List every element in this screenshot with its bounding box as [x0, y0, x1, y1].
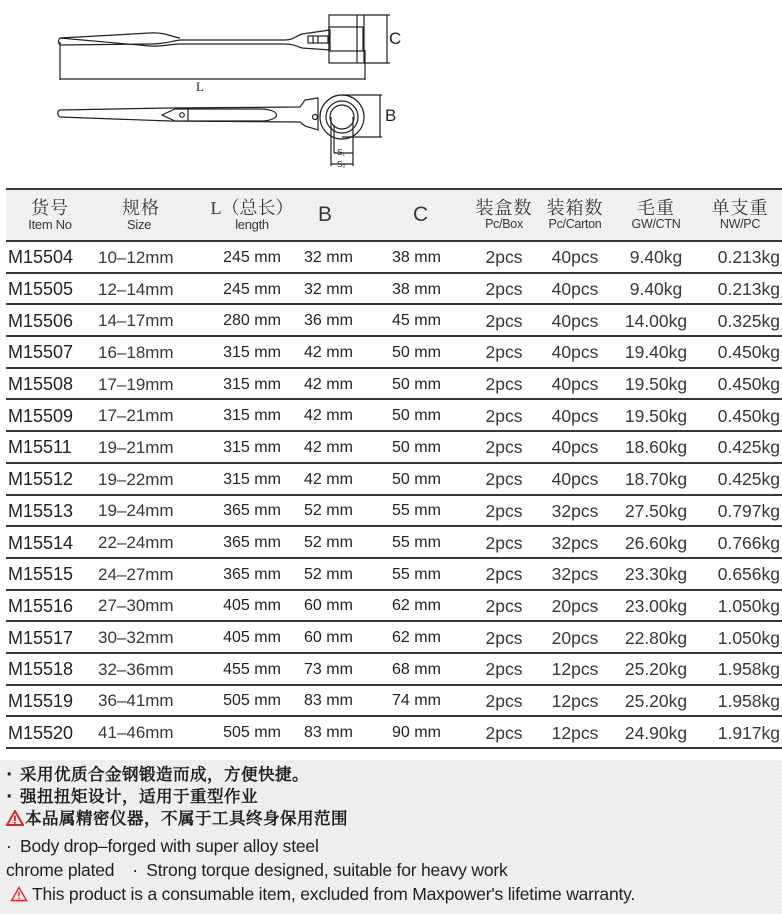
cell-nw-pc: 0.656kg	[698, 558, 782, 590]
header-b: B	[300, 189, 380, 241]
cell-pc-carton: 40pcs	[536, 368, 614, 400]
cell-item-no: M15509	[6, 399, 94, 431]
cell-b: 32 mm	[300, 241, 380, 273]
dimension-c-label: C	[389, 29, 402, 48]
product-notes	[0, 760, 782, 914]
cell-pc-box: 2pcs	[472, 273, 536, 305]
cell-pc-carton: 40pcs	[536, 241, 614, 273]
cell-nw-pc: 0.425kg	[698, 463, 782, 495]
spec-table-container	[6, 188, 782, 749]
cell-c: 68 mm	[380, 653, 472, 685]
cell-gw-ctn: 19.50kg	[614, 399, 698, 431]
cell-item-no: M15508	[6, 368, 94, 400]
cell-gw-ctn: 25.20kg	[614, 685, 698, 717]
cell-pc-carton: 40pcs	[536, 273, 614, 305]
cell-gw-ctn: 19.40kg	[614, 336, 698, 368]
cell-gw-ctn: 9.40kg	[614, 241, 698, 273]
cell-b: 42 mm	[300, 336, 380, 368]
cell-b: 32 mm	[300, 273, 380, 305]
cell-length: 405 mm	[204, 590, 300, 622]
cell-c: 45 mm	[380, 304, 472, 336]
cell-nw-pc: 1.050kg	[698, 621, 782, 653]
table-row	[6, 653, 782, 685]
table-row	[6, 241, 782, 273]
table-row	[6, 431, 782, 463]
cell-gw-ctn: 19.50kg	[614, 368, 698, 400]
cell-nw-pc: 0.425kg	[698, 431, 782, 463]
cell-length: 315 mm	[204, 463, 300, 495]
cell-pc-carton: 12pcs	[536, 653, 614, 685]
cell-size: 36–41mm	[94, 685, 204, 717]
table-row	[6, 558, 782, 590]
cell-c: 55 mm	[380, 526, 472, 558]
cell-c: 62 mm	[380, 590, 472, 622]
cell-c: 55 mm	[380, 558, 472, 590]
cell-c: 38 mm	[380, 241, 472, 273]
cell-length: 405 mm	[204, 621, 300, 653]
cell-nw-pc: 1.958kg	[698, 653, 782, 685]
cell-c: 74 mm	[380, 685, 472, 717]
cell-nw-pc: 0.766kg	[698, 526, 782, 558]
wrench-technical-drawing	[0, 0, 782, 180]
header-c: C	[380, 189, 472, 241]
table-row	[6, 495, 782, 527]
cell-gw-ctn: 23.00kg	[614, 590, 698, 622]
cell-item-no: M15505	[6, 273, 94, 305]
cell-size: 12–14mm	[94, 273, 204, 305]
cell-size: 30–32mm	[94, 621, 204, 653]
cell-gw-ctn: 18.60kg	[614, 431, 698, 463]
cell-gw-ctn: 25.20kg	[614, 653, 698, 685]
cell-pc-carton: 40pcs	[536, 399, 614, 431]
cell-item-no: M15504	[6, 241, 94, 273]
dimension-l-label: L	[196, 79, 204, 94]
cell-nw-pc: 0.450kg	[698, 336, 782, 368]
cell-c: 50 mm	[380, 431, 472, 463]
cell-nw-pc: 0.213kg	[698, 273, 782, 305]
cell-nw-pc: 1.917kg	[698, 716, 782, 748]
dimension-s2-label: S₂	[337, 160, 346, 169]
cell-nw-pc: 0.213kg	[698, 241, 782, 273]
cell-length: 505 mm	[204, 716, 300, 748]
cell-b: 60 mm	[300, 621, 380, 653]
cell-pc-carton: 32pcs	[536, 558, 614, 590]
cell-item-no: M15514	[6, 526, 94, 558]
cell-length: 315 mm	[204, 368, 300, 400]
cell-pc-box: 2pcs	[472, 431, 536, 463]
cell-pc-box: 2pcs	[472, 526, 536, 558]
header-nw-pc: 单支重 NW/PC	[698, 189, 782, 241]
cell-nw-pc: 0.450kg	[698, 399, 782, 431]
cell-pc-carton: 32pcs	[536, 495, 614, 527]
note-en-warning: This product is a consumable item, excluded from Maxpower's lifetime warranty.	[6, 882, 782, 906]
cell-pc-box: 2pcs	[472, 685, 536, 717]
table-row	[6, 304, 782, 336]
cell-length: 365 mm	[204, 526, 300, 558]
header-length: L（总长） length	[204, 189, 300, 241]
cell-b: 60 mm	[300, 590, 380, 622]
cell-item-no: M15516	[6, 590, 94, 622]
bullet-icon: ·	[6, 787, 13, 806]
bullet-icon: ·	[6, 765, 13, 784]
cell-gw-ctn: 24.90kg	[614, 716, 698, 748]
cell-gw-ctn: 27.50kg	[614, 495, 698, 527]
cell-size: 17–21mm	[94, 399, 204, 431]
cell-c: 38 mm	[380, 273, 472, 305]
cell-pc-box: 2pcs	[472, 336, 536, 368]
cell-gw-ctn: 26.60kg	[614, 526, 698, 558]
cell-gw-ctn: 23.30kg	[614, 558, 698, 590]
cell-nw-pc: 0.450kg	[698, 368, 782, 400]
bullet-icon: ·	[132, 860, 138, 880]
table-row	[6, 463, 782, 495]
cell-length: 455 mm	[204, 653, 300, 685]
cell-pc-box: 2pcs	[472, 304, 536, 336]
cell-size: 41–46mm	[94, 716, 204, 748]
cell-pc-box: 2pcs	[472, 399, 536, 431]
cell-pc-carton: 40pcs	[536, 463, 614, 495]
cell-pc-box: 2pcs	[472, 558, 536, 590]
cell-c: 50 mm	[380, 368, 472, 400]
table-row	[6, 273, 782, 305]
cell-length: 245 mm	[204, 241, 300, 273]
cell-b: 83 mm	[300, 685, 380, 717]
cell-c: 62 mm	[380, 621, 472, 653]
cell-pc-carton: 40pcs	[536, 336, 614, 368]
cell-pc-carton: 12pcs	[536, 716, 614, 748]
cell-c: 50 mm	[380, 463, 472, 495]
header-gw-ctn: 毛重 GW/CTN	[614, 189, 698, 241]
table-row	[6, 621, 782, 653]
cell-item-no: M15507	[6, 336, 94, 368]
table-header-row	[6, 189, 782, 241]
cell-pc-carton: 40pcs	[536, 431, 614, 463]
cell-length: 315 mm	[204, 431, 300, 463]
note-cn-forged: · 采用优质合金钢锻造而成，方便快捷。	[6, 765, 309, 784]
spec-table	[6, 188, 782, 749]
cell-pc-carton: 12pcs	[536, 685, 614, 717]
cell-nw-pc: 0.325kg	[698, 304, 782, 336]
cell-length: 315 mm	[204, 336, 300, 368]
cell-c: 90 mm	[380, 716, 472, 748]
cell-item-no: M15515	[6, 558, 94, 590]
cell-gw-ctn: 9.40kg	[614, 273, 698, 305]
cell-pc-box: 2pcs	[472, 621, 536, 653]
cell-pc-carton: 20pcs	[536, 621, 614, 653]
cell-item-no: M15518	[6, 653, 94, 685]
table-row	[6, 368, 782, 400]
dimension-b-label: B	[385, 106, 397, 125]
bullet-icon: ·	[6, 836, 12, 856]
header-pc-carton: 装箱数 Pc/Carton	[536, 189, 614, 241]
note-cn-warning: 本品属精密仪器，不属于工具终身保用范围	[6, 808, 782, 830]
header-size: 规格 Size	[94, 189, 204, 241]
cell-size: 19–22mm	[94, 463, 204, 495]
cell-item-no: M15520	[6, 716, 94, 748]
table-row	[6, 336, 782, 368]
cell-size: 32–36mm	[94, 653, 204, 685]
cell-gw-ctn: 14.00kg	[614, 304, 698, 336]
cell-nw-pc: 1.958kg	[698, 685, 782, 717]
cell-pc-box: 2pcs	[472, 590, 536, 622]
cell-item-no: M15513	[6, 495, 94, 527]
cell-pc-box: 2pcs	[472, 241, 536, 273]
header-pc-box: 装盒数 Pc/Box	[472, 189, 536, 241]
dimension-s1-label: S₁	[337, 148, 346, 157]
cell-size: 24–27mm	[94, 558, 204, 590]
cell-length: 315 mm	[204, 399, 300, 431]
cell-size: 19–24mm	[94, 495, 204, 527]
table-row	[6, 526, 782, 558]
table-row	[6, 399, 782, 431]
cell-nw-pc: 1.050kg	[698, 590, 782, 622]
cell-size: 19–21mm	[94, 431, 204, 463]
cell-b: 42 mm	[300, 463, 380, 495]
cell-b: 42 mm	[300, 368, 380, 400]
table-row	[6, 685, 782, 717]
cell-length: 280 mm	[204, 304, 300, 336]
cell-gw-ctn: 18.70kg	[614, 463, 698, 495]
cell-b: 83 mm	[300, 716, 380, 748]
cell-pc-box: 2pcs	[472, 463, 536, 495]
cell-b: 42 mm	[300, 399, 380, 431]
cell-pc-box: 2pcs	[472, 368, 536, 400]
cell-b: 52 mm	[300, 495, 380, 527]
cell-size: 14–17mm	[94, 304, 204, 336]
cell-size: 16–18mm	[94, 336, 204, 368]
cell-length: 365 mm	[204, 558, 300, 590]
cell-item-no: M15517	[6, 621, 94, 653]
cell-nw-pc: 0.797kg	[698, 495, 782, 527]
cell-pc-box: 2pcs	[472, 716, 536, 748]
cell-item-no: M15506	[6, 304, 94, 336]
cell-pc-carton: 32pcs	[536, 526, 614, 558]
note-en-chrome-torque: chrome plated · Strong torque designed, suitable for heavy work	[6, 860, 508, 880]
warning-icon	[6, 810, 24, 826]
cell-c: 50 mm	[380, 399, 472, 431]
cell-pc-box: 2pcs	[472, 495, 536, 527]
cell-pc-carton: 20pcs	[536, 590, 614, 622]
cell-b: 52 mm	[300, 558, 380, 590]
table-body	[6, 241, 782, 748]
note-en-forged: · Body drop–forged with super alloy steel	[6, 836, 319, 856]
wrench-diagram-icon	[0, 0, 782, 180]
cell-b: 42 mm	[300, 431, 380, 463]
cell-item-no: M15511	[6, 431, 94, 463]
cell-size: 17–19mm	[94, 368, 204, 400]
cell-b: 52 mm	[300, 526, 380, 558]
cell-size: 10–12mm	[94, 241, 204, 273]
note-cn-torque: · 强扭扭矩设计，适用于重型作业	[6, 787, 258, 806]
cell-gw-ctn: 22.80kg	[614, 621, 698, 653]
table-row	[6, 716, 782, 748]
cell-b: 73 mm	[300, 653, 380, 685]
cell-pc-box: 2pcs	[472, 653, 536, 685]
cell-item-no: M15512	[6, 463, 94, 495]
table-row	[6, 590, 782, 622]
cell-pc-carton: 40pcs	[536, 304, 614, 336]
cell-length: 245 mm	[204, 273, 300, 305]
cell-size: 22–24mm	[94, 526, 204, 558]
cell-c: 55 mm	[380, 495, 472, 527]
cell-c: 50 mm	[380, 336, 472, 368]
warning-icon	[10, 886, 28, 902]
cell-item-no: M15519	[6, 685, 94, 717]
cell-size: 27–30mm	[94, 590, 204, 622]
cell-length: 505 mm	[204, 685, 300, 717]
cell-length: 365 mm	[204, 495, 300, 527]
header-item-no: 货号 Item No	[6, 189, 94, 241]
cell-b: 36 mm	[300, 304, 380, 336]
